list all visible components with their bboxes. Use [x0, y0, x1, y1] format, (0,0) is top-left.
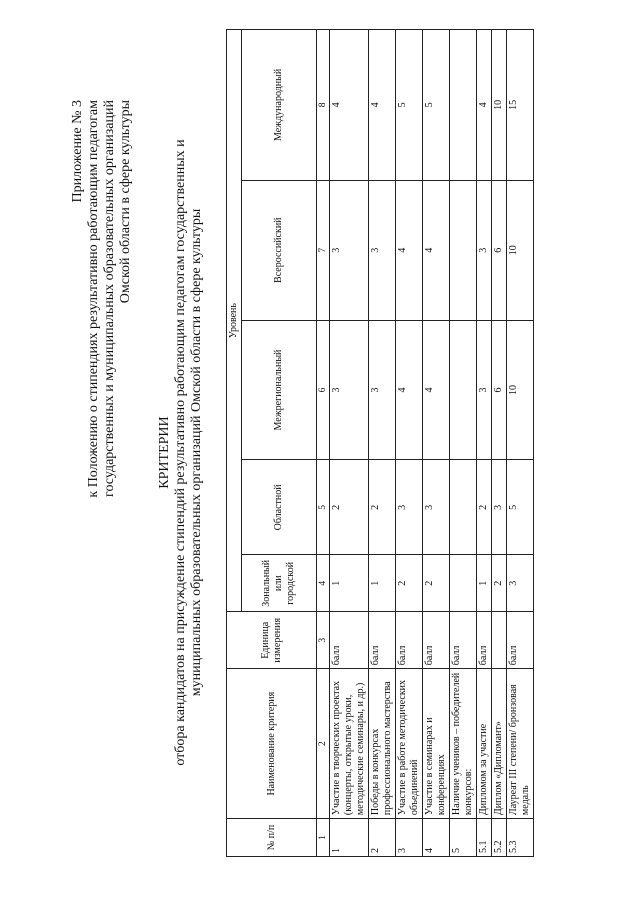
- score-cell: 3: [477, 320, 492, 460]
- score-cell: 1: [369, 555, 396, 612]
- header-allrussian: Всероссийский: [242, 180, 317, 320]
- score-cell: 6: [492, 320, 507, 460]
- score-cell: [450, 555, 477, 612]
- score-cell: 2: [423, 555, 450, 612]
- score-cell: 3: [330, 180, 369, 320]
- score-cell: 4: [396, 180, 423, 320]
- row-number: 3: [396, 819, 423, 857]
- score-cell: 4: [423, 180, 450, 320]
- score-cell: 3: [477, 180, 492, 320]
- score-cell: [450, 30, 477, 181]
- row-number: 5.3: [507, 819, 534, 857]
- score-cell: 5: [423, 30, 450, 181]
- score-cell: 5: [396, 30, 423, 181]
- score-cell: 4: [330, 30, 369, 181]
- document-title: [157, 0, 205, 905]
- score-cell: 10: [507, 180, 534, 320]
- score-cell: 3: [369, 320, 396, 460]
- criterion-name: Участие в творческих проектах (концерты, открытые уроки, методические семинары, и др.): [330, 669, 369, 819]
- score-cell: 10: [507, 320, 534, 460]
- column-number: 5: [317, 460, 330, 555]
- criteria-table: [226, 29, 534, 857]
- annex-line: государственных и муниципальных образовательных организаций: [102, 100, 117, 497]
- score-cell: 1: [330, 555, 369, 612]
- column-number-row: [317, 30, 330, 857]
- table-row: [507, 30, 534, 857]
- criterion-name: Дипломом за участие: [477, 669, 492, 819]
- score-cell: 2: [396, 555, 423, 612]
- score-cell: 2: [477, 460, 492, 555]
- score-cell: 6: [492, 180, 507, 320]
- header-level: Уровень: [227, 30, 242, 612]
- column-number: 7: [317, 180, 330, 320]
- score-cell: 4: [396, 320, 423, 460]
- criterion-name: Наличие учеников – победителей конкурсов:: [450, 669, 477, 819]
- annex-line: к Положению о стипендиях результативно работающим педагогам: [86, 100, 101, 498]
- header-international: Международный: [242, 30, 317, 181]
- table-row: [423, 30, 450, 857]
- score-cell: [450, 320, 477, 460]
- score-cell: 5: [507, 460, 534, 555]
- row-number: 2: [369, 819, 396, 857]
- score-cell: 3: [369, 180, 396, 320]
- score-cell: 10: [492, 30, 507, 181]
- row-number: 1: [330, 819, 369, 857]
- column-number: 8: [317, 30, 330, 181]
- criterion-name: Победы в конкурсах профессионального мастерства: [369, 669, 396, 819]
- criterion-name: Лауреат III степени/ бронзовая медаль: [507, 669, 534, 819]
- unit-cell: балл: [330, 612, 369, 669]
- unit-cell: балл: [477, 612, 492, 669]
- annex-header: [70, 100, 134, 498]
- unit-cell: балл: [369, 612, 396, 669]
- score-cell: 3: [492, 460, 507, 555]
- title-line: муниципальных образовательных организаций Омской области в сфере культуры: [189, 208, 204, 697]
- header-unit: Единица измерения: [227, 612, 317, 669]
- annex-line: Омской области в сфере культуры: [118, 100, 133, 304]
- unit-cell: балл: [507, 612, 534, 669]
- score-cell: 3: [396, 460, 423, 555]
- criterion-name: Участие в семинарах и конференциях: [423, 669, 450, 819]
- unit-cell: балл: [396, 612, 423, 669]
- column-number: 4: [317, 555, 330, 612]
- title-heading: КРИТЕРИИ: [157, 416, 172, 489]
- table-row: [450, 30, 477, 857]
- row-number: 4: [423, 819, 450, 857]
- header-interregional: Межрегиональный: [242, 320, 317, 460]
- row-number: 5.2: [492, 819, 507, 857]
- unit-cell: [492, 612, 507, 669]
- table-row: [396, 30, 423, 857]
- header-num: № п/п: [227, 819, 317, 857]
- column-number: 1: [317, 819, 330, 857]
- column-number: 6: [317, 320, 330, 460]
- header-regional: Областной: [242, 460, 317, 555]
- score-cell: 2: [330, 460, 369, 555]
- unit-cell: балл: [423, 612, 450, 669]
- annex-number: Приложение № 3: [70, 100, 85, 203]
- score-cell: 3: [507, 555, 534, 612]
- score-cell: 3: [330, 320, 369, 460]
- score-cell: [450, 180, 477, 320]
- table-row: [369, 30, 396, 857]
- score-cell: 2: [492, 555, 507, 612]
- score-cell: 4: [369, 30, 396, 181]
- unit-cell: балл: [450, 612, 477, 669]
- table-body: [330, 30, 534, 857]
- score-cell: 15: [507, 30, 534, 181]
- criterion-name: Диплом «Дипломант»: [492, 669, 507, 819]
- table-row: [330, 30, 369, 857]
- title-line: отбора кандидатов на присуждение стипендий результативно работающим педагогам государственных и: [173, 139, 188, 766]
- table-row: [492, 30, 507, 857]
- score-cell: 1: [477, 555, 492, 612]
- score-cell: 3: [423, 460, 450, 555]
- score-cell: 4: [423, 320, 450, 460]
- column-number: 3: [317, 612, 330, 669]
- row-number: 5.1: [477, 819, 492, 857]
- row-number: 5: [450, 819, 477, 857]
- score-cell: [450, 460, 477, 555]
- criterion-name: Участие в работе методических объединений: [396, 669, 423, 819]
- header-zonal: Зональный или городской: [242, 555, 317, 612]
- table-row: [477, 30, 492, 857]
- header-criterion: Наименование критерия: [227, 669, 317, 819]
- score-cell: 2: [369, 460, 396, 555]
- column-number: 2: [317, 669, 330, 819]
- score-cell: 4: [477, 30, 492, 181]
